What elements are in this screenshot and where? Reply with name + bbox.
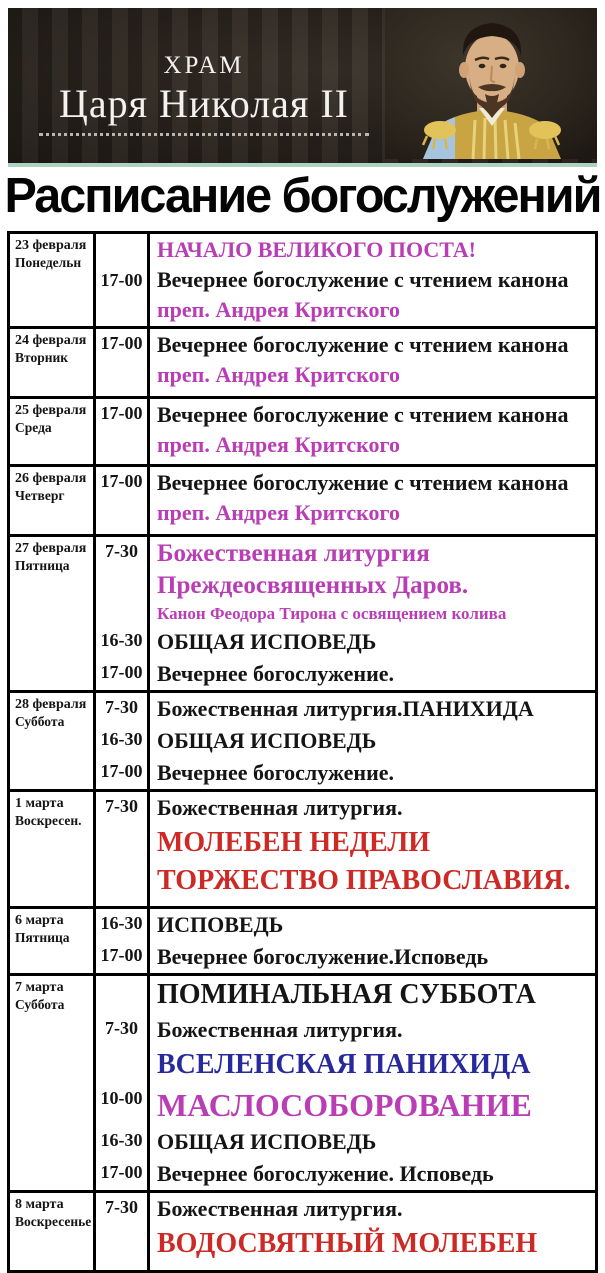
service-line: НАЧАЛО ВЕЛИКОГО ПОСТА! (157, 237, 477, 262)
service-lines (150, 658, 595, 690)
time-cell: 16-30 (96, 626, 150, 658)
service-line: преп. Андрея Критского (157, 297, 400, 322)
date-text: 8 марта (15, 1197, 64, 1212)
row-entries (96, 1193, 595, 1270)
date-cell (10, 909, 96, 973)
service-line: ОБЩАЯ ИСПОВЕДЬ (157, 1129, 377, 1154)
date-text: 27 февраля (15, 541, 87, 556)
service-lines (150, 1046, 595, 1084)
service-line: ОБЩАЯ ИСПОВЕДЬ (157, 728, 377, 753)
service-line: МОЛЕБЕН НЕДЕЛИ (157, 827, 430, 858)
schedule-entry (96, 941, 595, 973)
table-row (10, 467, 595, 537)
service-line: ТОРЖЕСТВО ПРАВОСЛАВИЯ. (157, 865, 571, 896)
time-cell (96, 862, 150, 906)
table-row (10, 329, 595, 399)
table-row (10, 693, 595, 792)
row-entries (96, 693, 595, 789)
row-entries (96, 909, 595, 973)
date-text: 26 февраля (15, 471, 87, 486)
service-line: ОБЩАЯ ИСПОВЕДЬ (157, 629, 377, 654)
row-entries (96, 234, 595, 326)
day-text: Среда (15, 419, 52, 435)
schedule-entry (96, 862, 595, 906)
schedule-entry (96, 1158, 595, 1190)
day-text: Вторник (15, 349, 69, 365)
service-line: Вечернее богослужение с чтением канона (157, 402, 569, 427)
service-line: Вечернее богослужение. (157, 760, 395, 785)
service-line: Божественная литургия. (157, 1196, 403, 1221)
service-line: МАСЛОСОБОРОВАНИЕ (157, 1087, 532, 1123)
schedule-entry (96, 1014, 595, 1046)
service-lines (150, 1084, 595, 1126)
date-cell (10, 234, 96, 326)
schedule-entry (96, 537, 595, 626)
service-line: ВСЕЛЕНСКАЯ ПАНИХИДА (157, 1049, 531, 1080)
schedule-entry (96, 1126, 595, 1158)
date-cell (10, 693, 96, 789)
row-entries (96, 399, 595, 464)
schedule-entry (96, 399, 595, 464)
service-line: Вечернее богослужение. (157, 661, 395, 686)
dotted-divider (39, 133, 369, 136)
time-cell: 7-30 (96, 693, 150, 725)
service-lines (150, 792, 595, 824)
time-cell: 17-00 (96, 399, 150, 464)
time-cell (96, 1225, 150, 1270)
day-text: Воскресен. (15, 812, 82, 828)
day-text: Четверг (15, 487, 65, 503)
church-name (8, 8, 400, 163)
schedule-entry (96, 757, 595, 789)
service-lines (150, 1126, 595, 1158)
time-cell (96, 1046, 150, 1084)
service-line: Божественная литургия.ПАНИХИДА (157, 696, 534, 721)
service-lines (150, 234, 595, 326)
service-lines (150, 1193, 595, 1225)
time-cell: 17-00 (96, 329, 150, 396)
schedule-entry (96, 1225, 595, 1270)
service-line: ИСПОВЕДЬ (157, 912, 284, 937)
date-cell (10, 467, 96, 534)
table-row (10, 1193, 595, 1273)
service-lines (150, 941, 595, 973)
date-cell (10, 976, 96, 1190)
schedule-entry (96, 909, 595, 941)
date-cell (10, 399, 96, 464)
row-entries (96, 329, 595, 396)
service-lines (150, 693, 595, 725)
day-text: Пятница (15, 929, 70, 945)
church-name-line1: ХРАМ (163, 52, 245, 79)
service-lines (150, 976, 595, 1014)
time-cell: 16-30 (96, 909, 150, 941)
table-row (10, 792, 595, 909)
row-entries (96, 467, 595, 534)
schedule-entry (96, 626, 595, 658)
schedule-entry (96, 234, 595, 326)
service-lines (150, 1014, 595, 1046)
service-line: Вечернее богослужение.Исповедь (157, 944, 489, 969)
service-line: Канон Феодора Тирона с освящением колива (157, 604, 507, 623)
time-cell: 17-00 (96, 757, 150, 789)
time-cell: 17-00 (96, 941, 150, 973)
time-cell (96, 824, 150, 862)
service-lines (150, 1225, 595, 1270)
schedule-entry (96, 824, 595, 862)
date-text: 23 февраля (15, 238, 87, 253)
day-text: Воскресенье (15, 1213, 92, 1229)
time-cell: 7-30 (96, 1193, 150, 1225)
service-line: преп. Андрея Критского (157, 362, 400, 387)
time-cell: 7-30 (96, 1014, 150, 1046)
service-line: Божественная литургия (157, 540, 430, 567)
service-line: Божественная литургия. (157, 1017, 403, 1042)
time-cell: 17-00 (96, 1158, 150, 1190)
service-line: Божественная литургия. (157, 795, 403, 820)
service-lines (150, 909, 595, 941)
date-text: 28 февраля (15, 697, 87, 712)
church-name-line2: Царя Николая II (59, 80, 349, 126)
date-text: 25 февраля (15, 403, 87, 418)
service-lines (150, 1158, 595, 1190)
table-row (10, 909, 595, 976)
day-text: Суббота (15, 996, 65, 1012)
time-cell: 17-00 (96, 234, 150, 326)
page-title: Расписание богослужений (4, 169, 601, 223)
service-lines (150, 329, 595, 396)
time-cell: 17-00 (96, 658, 150, 690)
service-lines (150, 537, 595, 626)
row-entries (96, 537, 595, 690)
service-line: Вечернее богослужение с чтением канона (157, 470, 569, 495)
service-lines (150, 467, 595, 534)
service-lines (150, 399, 595, 464)
service-line: Преждеосвященных Даров. (157, 572, 469, 599)
time-cell: 10-00 (96, 1084, 150, 1126)
time-cell: 7-30 (96, 537, 150, 626)
service-lines (150, 725, 595, 757)
date-text: 24 февраля (15, 333, 87, 348)
schedule-entry (96, 329, 595, 396)
schedule-entry (96, 1084, 595, 1126)
schedule-entry (96, 467, 595, 534)
time-cell: 16-30 (96, 1126, 150, 1158)
day-text: Суббота (15, 713, 65, 729)
schedule-entry (96, 1046, 595, 1084)
time-cell: 7-30 (96, 792, 150, 824)
table-row (10, 976, 595, 1193)
schedule-entry (96, 725, 595, 757)
table-row (10, 537, 595, 693)
service-lines (150, 757, 595, 789)
date-text: 7 марта (15, 980, 64, 995)
service-lines (150, 824, 595, 862)
date-cell (10, 792, 96, 906)
service-line: Вечернее богослужение с чтением канона (157, 332, 569, 357)
service-line: Вечернее богослужение с чтением канона (157, 267, 569, 292)
schedule-entry (96, 658, 595, 690)
table-row (10, 234, 595, 329)
time-cell (96, 976, 150, 1014)
service-line: преп. Андрея Критского (157, 500, 400, 525)
church-banner (8, 8, 597, 167)
service-line: ПОМИНАЛЬНАЯ СУББОТА (157, 979, 536, 1010)
date-text: 6 марта (15, 913, 64, 928)
row-entries (96, 792, 595, 906)
schedule-entry (96, 1193, 595, 1225)
day-text: Понедельн (15, 254, 82, 270)
time-cell: 17-00 (96, 467, 150, 534)
day-text: Пятница (15, 557, 70, 573)
date-text: 1 марта (15, 796, 64, 811)
schedule-entry (96, 792, 595, 824)
schedule-table (7, 231, 598, 1273)
date-cell (10, 537, 96, 690)
service-line: ВОДОСВЯТНЫЙ МОЛЕБЕН (157, 1228, 538, 1259)
service-lines (150, 862, 595, 906)
schedule-entry (96, 976, 595, 1014)
date-cell (10, 329, 96, 396)
time-cell: 16-30 (96, 725, 150, 757)
service-lines (150, 626, 595, 658)
service-line: Вечернее богослужение. Исповедь (157, 1161, 494, 1186)
table-row (10, 399, 595, 467)
date-cell (10, 1193, 96, 1270)
service-line: преп. Андрея Критского (157, 432, 400, 457)
schedule-entry (96, 693, 595, 725)
row-entries (96, 976, 595, 1190)
tsar-nicholas-portrait-image (385, 8, 597, 159)
